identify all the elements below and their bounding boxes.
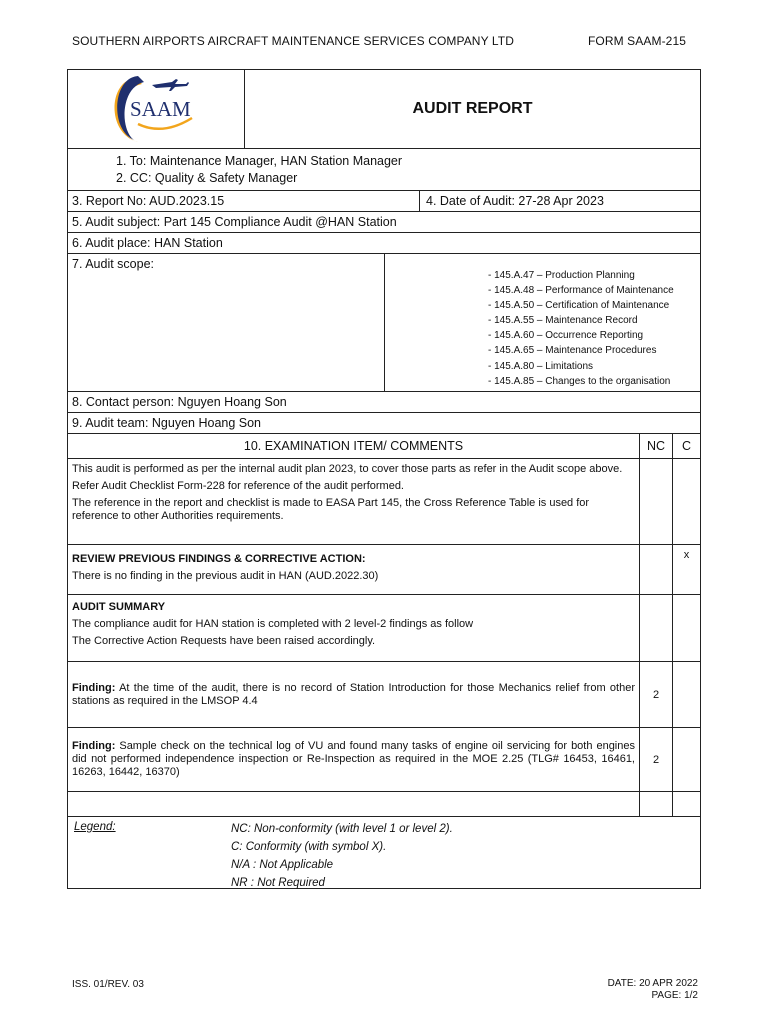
- finding-text: [68, 728, 640, 791]
- audit-subject: 5. Audit subject: Part 145 Compliance Audit @HAN Station: [68, 211, 700, 232]
- summary-row: [68, 594, 700, 661]
- summary-paragraph: The Corrective Action Requests have been raised accordingly.: [72, 635, 376, 647]
- contact-person: 8. Contact person: Nguyen Hoang Son: [68, 391, 700, 412]
- summary-text: [68, 595, 640, 661]
- intro-paragraph: Refer Audit Checklist Form-228 for reference of the audit performed.: [72, 480, 404, 492]
- recipients: [68, 148, 700, 190]
- recipient-to: 1. To: Maintenance Manager, HAN Station Manager: [116, 154, 403, 168]
- legend-item: NR : Not Required: [231, 877, 325, 889]
- page-number: PAGE: 1/2: [651, 990, 698, 1001]
- legend-row: [68, 816, 700, 888]
- c-cell: x: [683, 549, 690, 561]
- issue-revision: ISS. 01/REV. 03: [72, 979, 144, 990]
- nc-cell: [640, 595, 673, 661]
- finding-label: Finding:: [72, 681, 116, 694]
- scope-item: - 145.A.50 – Certification of Maintenance: [488, 300, 670, 312]
- review-row: [68, 544, 700, 594]
- review-heading: REVIEW PREVIOUS FINDINGS & CORRECTIVE ACTION:: [72, 553, 366, 565]
- intro-paragraph: The reference in the report and checklist is made to EASA Part 145, the Cross Reference Table is used for reference to other Authorities requirements.: [72, 497, 590, 522]
- c-cell: [673, 595, 700, 661]
- scope-item: - 145.A.48 – Performance of Maintenance: [488, 285, 674, 297]
- summary-heading: AUDIT SUMMARY: [72, 601, 166, 613]
- finding-description: At the time of the audit, there is no record of Station Introduction for those Mechanics relief from other stations as required in the LMSOP 4.4: [72, 681, 635, 707]
- finding-text: [68, 662, 640, 727]
- examination-header: [68, 433, 700, 458]
- report-number: 3. Report No: AUD.2023.15: [68, 191, 420, 211]
- date-of-audit: 4. Date of Audit: 27-28 Apr 2023: [426, 194, 604, 208]
- nc-cell: [640, 792, 673, 816]
- scope-item: - 145.A.55 – Maintenance Record: [488, 315, 638, 327]
- audit-report-form: [67, 69, 701, 889]
- nc-cell: [640, 459, 673, 544]
- c-cell: [673, 728, 700, 791]
- empty-cell: [68, 792, 640, 816]
- nc-cell: 2: [640, 728, 673, 791]
- scope-item: - 145.A.60 – Occurrence Reporting: [488, 330, 644, 342]
- summary-paragraph: The compliance audit for HAN station is completed with 2 level-2 findings as follow: [72, 618, 474, 630]
- examination-title: 10. EXAMINATION ITEM/ COMMENTS: [68, 434, 640, 458]
- scope-item: - 145.A.85 – Changes to the organisation: [488, 375, 671, 387]
- finding-row: [68, 727, 700, 791]
- footer-date: DATE: 20 APR 2022: [607, 978, 698, 989]
- legend-item: C: Conformity (with symbol X).: [231, 841, 387, 853]
- recipient-cc: 2. CC: Quality & Safety Manager: [116, 171, 298, 185]
- scope-item: - 145.A.80 – Limitations: [488, 360, 594, 372]
- report-info-row: [68, 190, 700, 211]
- form-number: FORM SAAM-215: [588, 34, 686, 48]
- empty-row: [68, 791, 700, 816]
- nc-cell: 2: [640, 662, 673, 727]
- legend-item: NC: Non-conformity (with level 1 or level 2).: [231, 823, 453, 835]
- c-column-header: C: [681, 439, 692, 453]
- c-cell: [673, 459, 700, 544]
- legend-item: N/A : Not Applicable: [231, 859, 334, 871]
- audit-team: 9. Audit team: Nguyen Hoang Son: [68, 412, 700, 433]
- review-text: [68, 545, 640, 594]
- nc-column-header: NC: [640, 434, 673, 458]
- audit-scope-row: [68, 253, 700, 391]
- intro-paragraph: This audit is performed as per the internal audit plan 2023, to cover those parts as refer in the Audit scope above.: [72, 463, 623, 475]
- review-body: There is no finding in the previous audit in HAN (AUD.2022.30): [72, 570, 379, 582]
- legend-label: Legend:: [74, 821, 116, 833]
- footer-right: [608, 978, 698, 1002]
- legend-list: [231, 820, 453, 892]
- intro-text: [68, 459, 640, 544]
- company-name: SOUTHERN AIRPORTS AIRCRAFT MAINTENANCE SERVICES COMPANY LTD: [72, 34, 514, 48]
- title-row: [68, 70, 700, 148]
- report-title: AUDIT REPORT: [412, 100, 533, 117]
- saam-logo: [68, 70, 245, 148]
- audit-scope-list: [385, 254, 700, 391]
- c-cell: [673, 662, 700, 727]
- scope-item: - 145.A.65 – Maintenance Procedures: [488, 345, 657, 357]
- finding-description: Sample check on the technical log of VU and found many tasks of engine oil servicing for both engines did not performed independence inspection or Re-Inspection as required in the MOE 2.25 (TLG# 16453, 16461, 16263, 16442, 16370): [72, 740, 635, 778]
- audit-place: 6. Audit place: HAN Station: [68, 232, 700, 253]
- scope-item: - 145.A.47 – Production Planning: [488, 270, 635, 281]
- c-cell: [673, 792, 700, 816]
- nc-cell: [640, 545, 673, 594]
- logo-text: SAAM: [130, 97, 191, 121]
- saam-logo-graphic: [68, 70, 244, 148]
- audit-scope-label: 7. Audit scope:: [68, 254, 385, 391]
- finding-label: Finding:: [72, 740, 116, 752]
- intro-row: [68, 458, 700, 544]
- finding-row: [68, 661, 700, 727]
